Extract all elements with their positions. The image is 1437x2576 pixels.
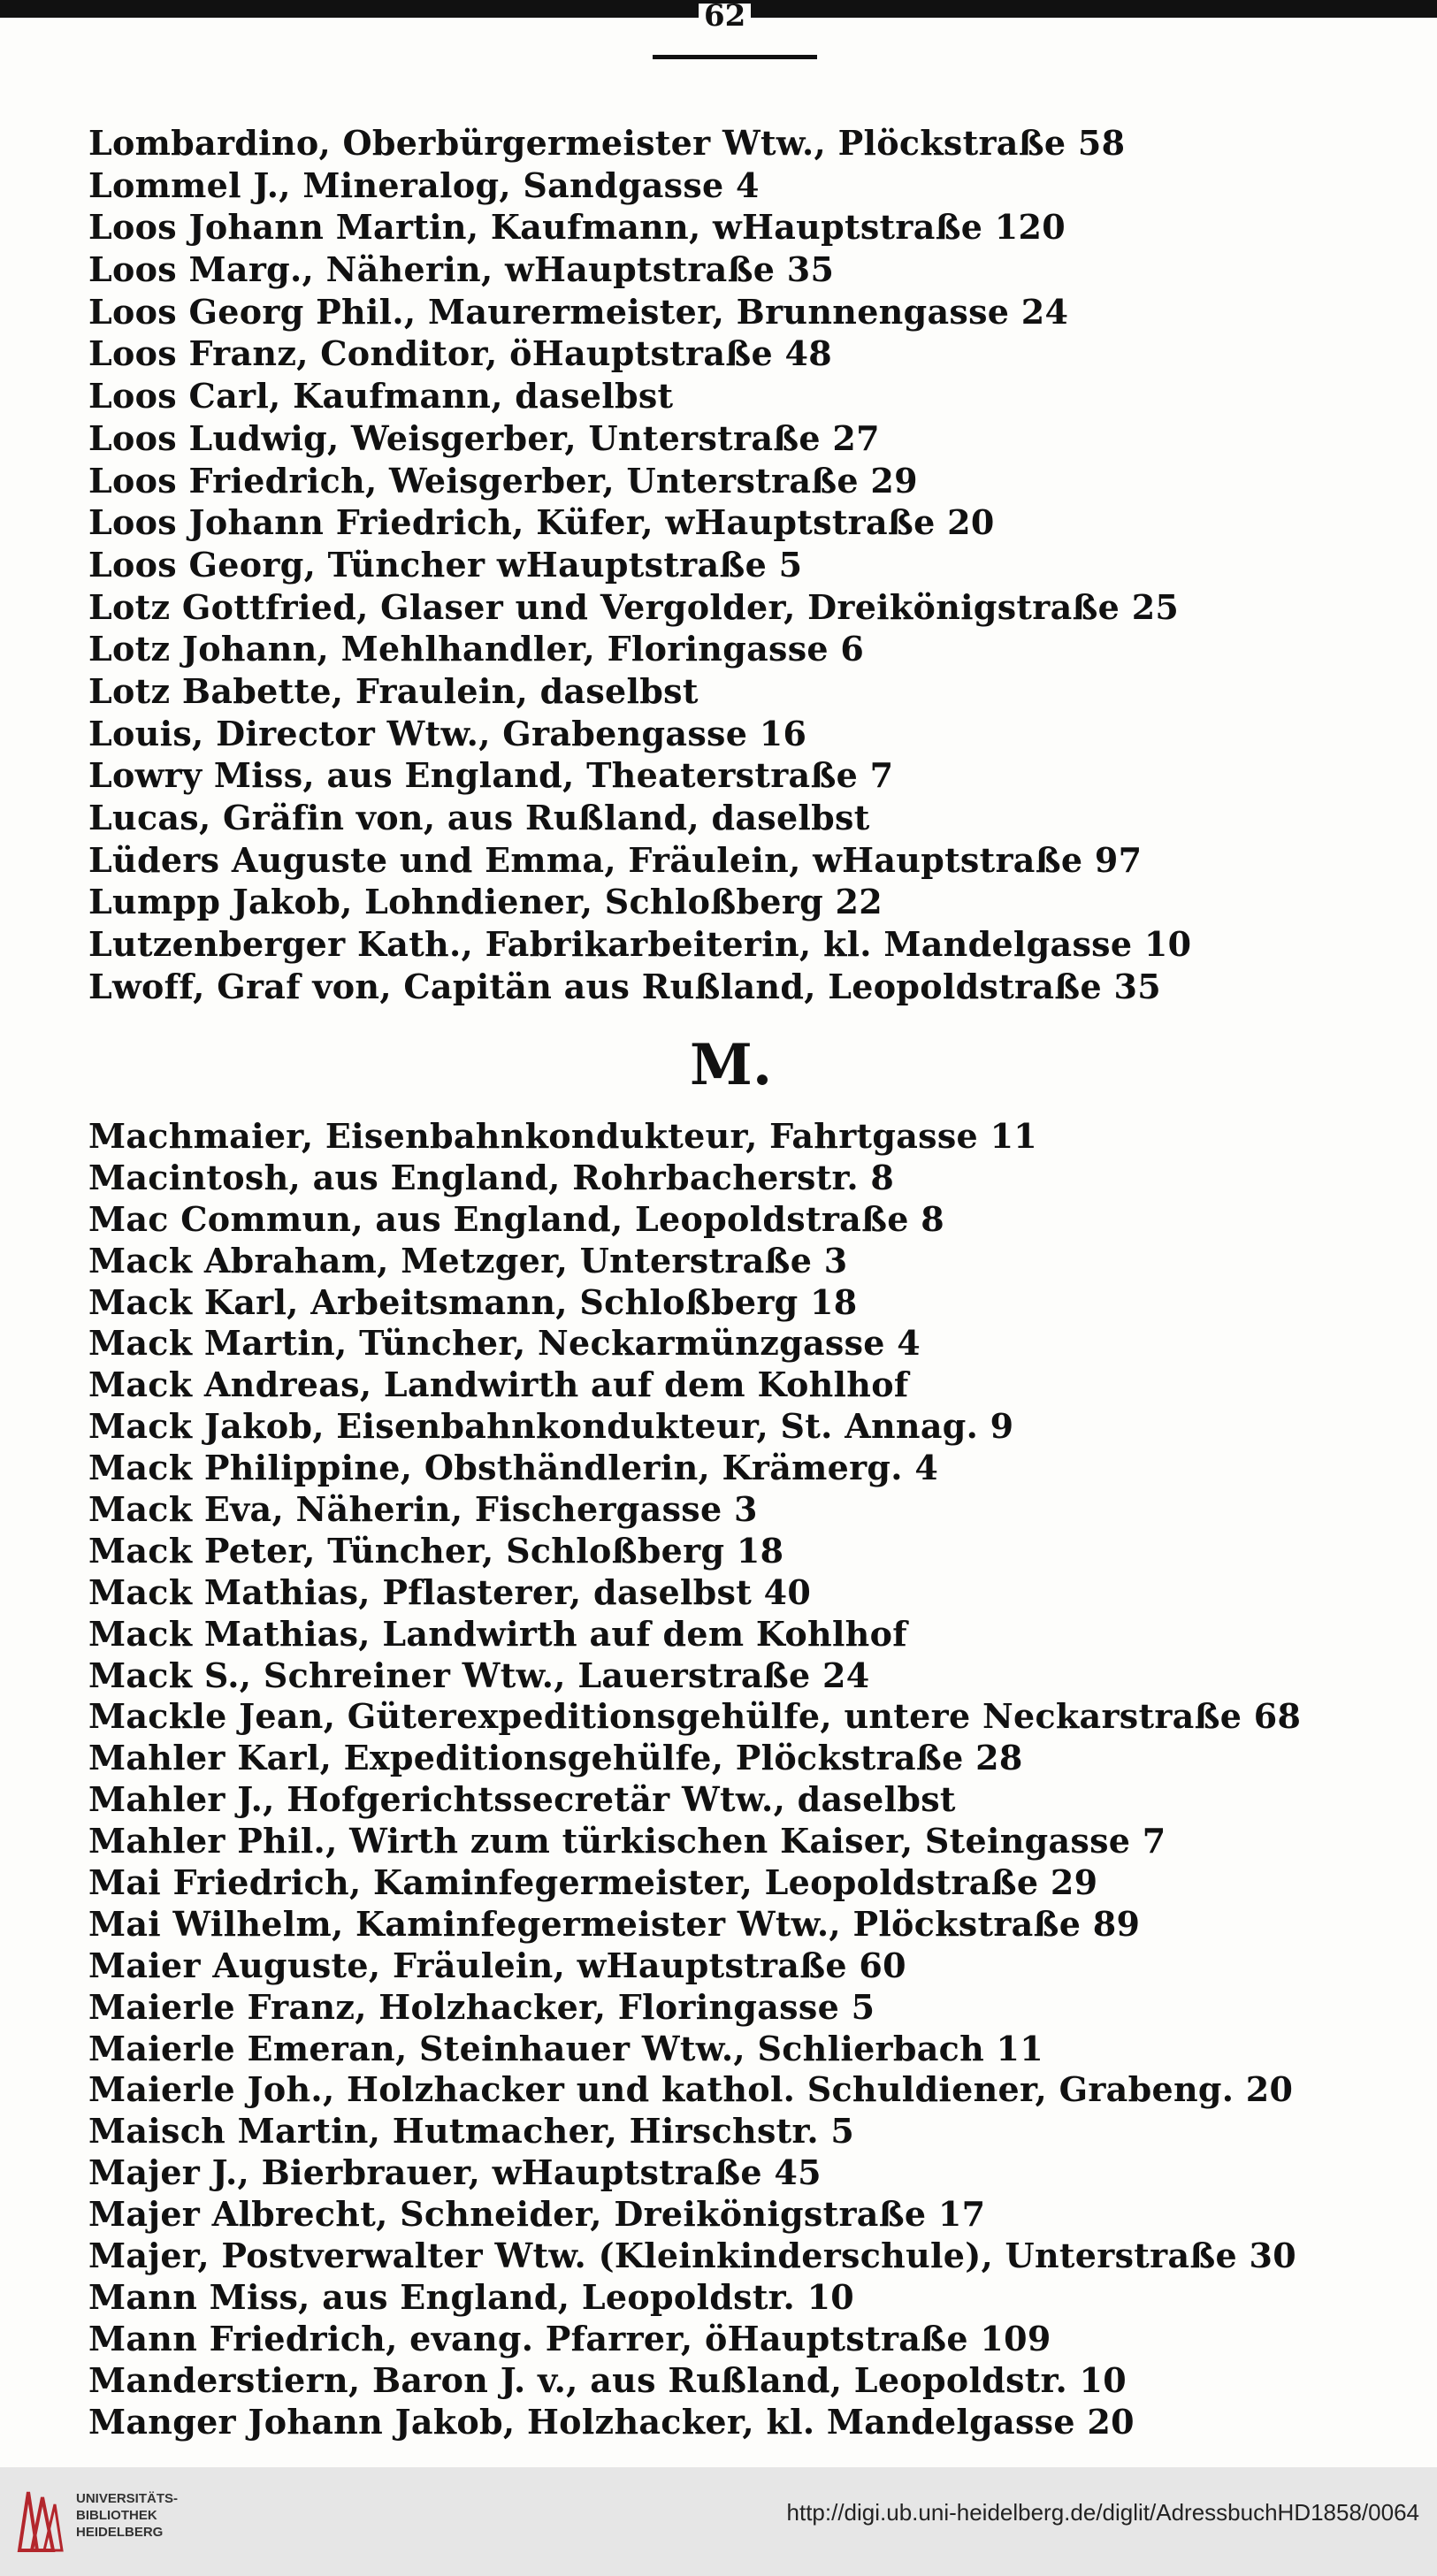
- section-m-entries: [88, 1116, 1380, 2443]
- directory-entry: Mack Philippine, Obsthändlerin, Krämerg. 4: [88, 1448, 939, 1488]
- directory-entry: Lotz Johann, Mehlhandler, Floringasse 6: [88, 629, 865, 669]
- directory-entry: Mai Wilhelm, Kaminfegermeister Wtw., Plöckstraße 89: [88, 1903, 1141, 1944]
- directory-entry: Maier Auguste, Fräulein, wHauptstraße 60: [88, 1945, 906, 1985]
- directory-entry: Loos Johann Martin, Kaufmann, wHauptstraße 120: [88, 207, 1066, 248]
- directory-entry: Mann Miss, aus England, Leopoldstr. 10: [88, 2276, 855, 2317]
- directory-entry: Mack Martin, Tüncher, Neckarmünzgasse 4: [88, 1323, 921, 1364]
- directory-entry: Maierle Joh., Holzhacker und kathol. Schuldiener, Grabeng. 20: [88, 2069, 1294, 2110]
- directory-entry: Maisch Martin, Hutmacher, Hirschstr. 5: [88, 2111, 855, 2152]
- directory-entry: Mack Abraham, Metzger, Unterstraße 3: [88, 1240, 848, 1280]
- directory-entry: Mai Friedrich, Kaminfegermeister, Leopoldstraße 29: [88, 1862, 1098, 1903]
- library-name: [76, 2490, 178, 2541]
- university-library-logo-icon: [16, 2485, 64, 2556]
- directory-entry: Maierle Franz, Holzhacker, Floringasse 5: [88, 1986, 875, 2027]
- directory-entry: Mahler Karl, Expeditionsgehülfe, Plöckstraße 28: [88, 1738, 1023, 1778]
- source-url-link[interactable]: http://digi.ub.uni-heidelberg.de/diglit/AdressbuchHD1858/0064: [786, 2499, 1419, 2526]
- directory-entry: Loos Franz, Conditor, öHauptstraße 48: [88, 333, 832, 374]
- library-footer: [0, 2467, 1437, 2576]
- directory-entry: Mack Mathias, Pflasterer, daselbst 40: [88, 1571, 812, 1612]
- directory-entry: Loos Johann Friedrich, Küfer, wHauptstraße 20: [88, 502, 995, 543]
- directory-entry: Louis, Director Wtw., Grabengasse 16: [88, 713, 807, 753]
- directory-entry: Lotz Gottfried, Glaser und Vergolder, Dreikönigstraße 25: [88, 586, 1180, 627]
- directory-entry: Lumpp Jakob, Lohndiener, Schloßberg 22: [88, 882, 883, 922]
- directory-entry: Loos Carl, Kaufmann, daselbst: [88, 376, 674, 417]
- directory-entry: Lwoff, Graf von, Capitän aus Rußland, Leopoldstraße 35: [88, 966, 1161, 1006]
- directory-entry: Mack Jakob, Eisenbahnkondukteur, St. Annag. 9: [88, 1406, 1014, 1447]
- directory-entry: Mack Andreas, Landwirth auf dem Kohlhof: [88, 1364, 909, 1405]
- directory-entry: Loos Friedrich, Weisgerber, Unterstraße 29: [88, 460, 918, 501]
- directory-entry: Lucas, Gräfin von, aus Rußland, daselbst: [88, 798, 870, 837]
- directory-entry: Loos Georg, Tüncher wHauptstraße 5: [88, 544, 803, 585]
- directory-entry: Mann Friedrich, evang. Pfarrer, öHauptstraße 109: [88, 2318, 1051, 2358]
- section-heading-m: M.: [690, 1032, 773, 1098]
- section-l-entries: [88, 122, 1380, 1007]
- directory-entry: Lowry Miss, aus England, Theaterstraße 7: [88, 755, 894, 796]
- directory-entry: Mack S., Schreiner Wtw., Lauerstraße 24: [88, 1655, 870, 1695]
- directory-entry: Mahler Phil., Wirth zum türkischen Kaiser, Steingasse 7: [88, 1821, 1166, 1861]
- directory-entry: Lotz Babette, Fraulein, daselbst: [88, 670, 699, 711]
- directory-entry: Mackle Jean, Güterexpeditionsgehülfe, untere Neckarstraße 68: [88, 1696, 1302, 1737]
- directory-entry: Machmaier, Eisenbahnkondukteur, Fahrtgasse 11: [88, 1116, 1038, 1156]
- directory-entry: Lüders Auguste und Emma, Fräulein, wHauptstraße 97: [88, 839, 1143, 880]
- library-name-line: BIBLIOTHEK: [76, 2508, 157, 2523]
- directory-entry: Mahler J., Hofgerichtssecretär Wtw., daselbst: [88, 1779, 956, 1820]
- header-rule: [653, 55, 817, 59]
- directory-entry: Mack Peter, Tüncher, Schloßberg 18: [88, 1530, 784, 1571]
- directory-entry: Macintosh, aus England, Rohrbacherstr. 8: [88, 1157, 895, 1197]
- directory-entry: Mack Karl, Arbeitsmann, Schloßberg 18: [88, 1281, 858, 1322]
- directory-entry: Majer J., Bierbrauer, wHauptstraße 45: [88, 2152, 822, 2193]
- directory-entry: Manger Johann Jakob, Holzhacker, kl. Mandelgasse 20: [88, 2401, 1135, 2442]
- page-number: 62: [699, 4, 751, 28]
- directory-entry: Majer, Postverwalter Wtw. (Kleinkinderschule), Unterstraße 30: [88, 2236, 1297, 2276]
- directory-entry: Lutzenberger Kath., Fabrikarbeiterin, kl. Mandelgasse 10: [88, 924, 1192, 965]
- directory-entry: Mack Mathias, Landwirth auf dem Kohlhof: [88, 1613, 907, 1654]
- directory-entry: Manderstiern, Baron J. v., aus Rußland, Leopoldstr. 10: [88, 2359, 1127, 2400]
- library-name-line: HEIDELBERG: [76, 2525, 164, 2540]
- directory-entry: Loos Ludwig, Weisgerber, Unterstraße 27: [88, 417, 880, 458]
- directory-entry: Loos Georg Phil., Maurermeister, Brunnengasse 24: [88, 291, 1069, 332]
- library-name-line: UNIVERSITÄTS-: [76, 2491, 179, 2506]
- directory-entry: Loos Marg., Näherin, wHauptstraße 35: [88, 249, 835, 290]
- directory-entry: Mac Commun, aus England, Leopoldstraße 8: [88, 1198, 944, 1239]
- directory-entry: Lommel J., Mineralog, Sandgasse 4: [88, 164, 760, 205]
- directory-entry: Maierle Emeran, Steinhauer Wtw., Schlierbach 11: [88, 2028, 1044, 2068]
- directory-entry: Mack Eva, Näherin, Fischergasse 3: [88, 1489, 758, 1530]
- directory-entry: Lombardino, Oberbürgermeister Wtw., Plöckstraße 58: [88, 123, 1126, 163]
- directory-entry: Majer Albrecht, Schneider, Dreikönigstraße 17: [88, 2194, 986, 2235]
